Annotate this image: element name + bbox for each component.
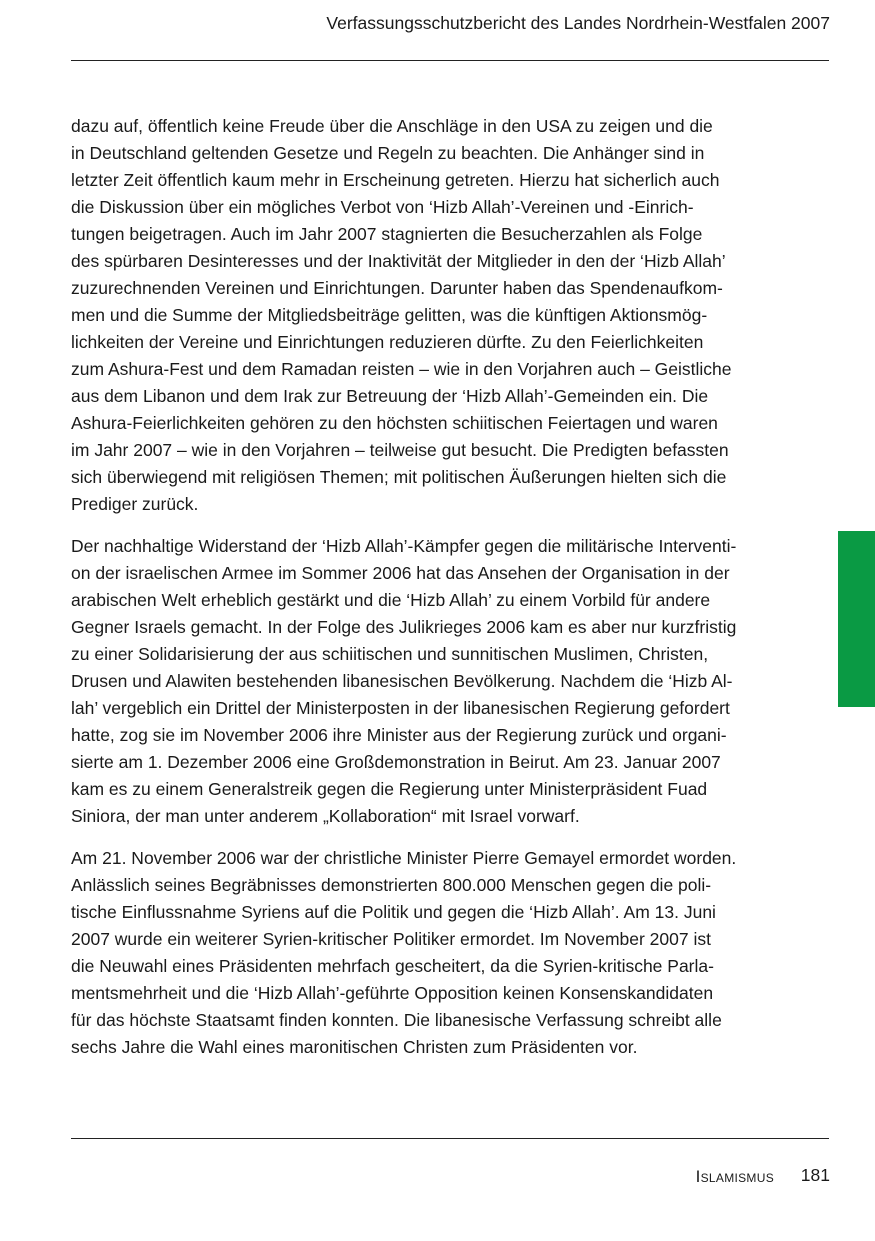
text-line: mentsmehrheit und die ‘Hizb Allah’-geführte Opposition keinen Konsenskandidaten [71, 983, 714, 1003]
text-line: zu einer Solidarisierung der aus schiitischen und sunnitischen Muslimen, Christen, [71, 644, 709, 664]
running-header-title: Verfassungsschutzbericht des Landes Nordrhein-Westfalen 2007 [326, 13, 830, 33]
text-line: dazu auf, öffentlich keine Freude über die Anschläge in den USA zu zeigen und die [71, 116, 713, 136]
text-line: Am 21. November 2006 war der christliche Minister Pierre Gemayel ermordet worden. [71, 848, 737, 868]
text-line: 2007 wurde ein weiterer Syrien-kritischer Politiker ermordet. Im November 2007 ist [71, 929, 711, 949]
paragraph [71, 113, 791, 518]
text-line: die Diskussion über ein mögliches Verbot von ‘Hizb Allah’-Vereinen und -Einrich- [71, 197, 694, 217]
text-line: sechs Jahre die Wahl eines maronitischen Christen zum Präsidenten vor. [71, 1037, 638, 1057]
paragraph [71, 533, 791, 830]
header-divider [71, 60, 829, 61]
text-line: sich überwiegend mit religiösen Themen; mit politischen Äußerungen hielten sich die [71, 467, 727, 487]
text-line: letzter Zeit öffentlich kaum mehr in Erscheinung getreten. Hierzu hat sicherlich auch [71, 170, 720, 190]
text-line: die Neuwahl eines Präsidenten mehrfach gescheitert, da die Syrien-kritische Parla- [71, 956, 714, 976]
page-number: 181 [800, 1165, 830, 1185]
text-line: Drusen und Alawiten bestehenden libanesischen Bevölkerung. Nachdem die ‘Hizb Al- [71, 671, 733, 691]
text-line: des spürbaren Desinteresses und der Inaktivität der Mitglieder in den der ‘Hizb Allah’ [71, 251, 726, 271]
text-line: sierte am 1. Dezember 2006 eine Großdemonstration in Beirut. Am 23. Januar 2007 [71, 752, 721, 772]
text-line: zum Ashura-Fest und dem Ramadan reisten – wie in den Vorjahren auch – Geistliche [71, 359, 732, 379]
text-line: on der israelischen Armee im Sommer 2006 hat das Ansehen der Organisation in der [71, 563, 730, 583]
chapter-tab-marker [838, 531, 875, 707]
text-line: men und die Summe der Mitgliedsbeiträge gelitten, was die künftigen Aktionsmög- [71, 305, 708, 325]
text-line: lichkeiten der Vereine und Einrichtungen reduzieren dürfte. Zu den Feierlichkeiten [71, 332, 704, 352]
text-line: in Deutschland geltenden Gesetze und Regeln zu beachten. Die Anhänger sind in [71, 143, 705, 163]
footer-divider [71, 1138, 829, 1139]
text-line: Prediger zurück. [71, 494, 199, 514]
text-line: für das höchste Staatsamt finden konnten. Die libanesische Verfassung schreibt alle [71, 1010, 722, 1030]
text-line: im Jahr 2007 – wie in den Vorjahren – teilweise gut besucht. Die Predigten befassten [71, 440, 729, 460]
text-line: Ashura-Feierlichkeiten gehören zu den höchsten schiitischen Feiertagen und waren [71, 413, 718, 433]
text-line: lah’ vergeblich ein Drittel der Ministerposten in der libanesischen Regierung gefordert [71, 698, 730, 718]
body-text [71, 113, 791, 1076]
footer-section-title: Islamismus [695, 1167, 774, 1186]
text-line: Siniora, der man unter anderem „Kollaboration“ mit Israel vorwarf. [71, 806, 580, 826]
text-line: Der nachhaltige Widerstand der ‘Hizb Allah’-Kämpfer gegen die militärische Interventi- [71, 536, 737, 556]
text-line: tische Einflussnahme Syriens auf die Politik und gegen die ‘Hizb Allah’. Am 13. Juni [71, 902, 716, 922]
text-line: Gegner Israels gemacht. In der Folge des Julikrieges 2006 kam es aber nur kurzfristig [71, 617, 737, 637]
text-line: Anlässlich seines Begräbnisses demonstrierten 800.000 Menschen gegen die poli- [71, 875, 712, 895]
paragraph [71, 845, 791, 1061]
text-line: tungen beigetragen. Auch im Jahr 2007 stagnierten die Besucherzahlen als Folge [71, 224, 703, 244]
text-line: kam es zu einem Generalstreik gegen die Regierung unter Ministerpräsident Fuad [71, 779, 708, 799]
text-line: aus dem Libanon und dem Irak zur Betreuung der ‘Hizb Allah’-Gemeinden ein. Die [71, 386, 709, 406]
text-line: arabischen Welt erheblich gestärkt und die ‘Hizb Allah’ zu einem Vorbild für andere [71, 590, 711, 610]
text-line: hatte, zog sie im November 2006 ihre Minister aus der Regierung zurück und organi- [71, 725, 727, 745]
text-line: zuzurechnenden Vereinen und Einrichtungen. Darunter haben das Spendenaufkom- [71, 278, 723, 298]
